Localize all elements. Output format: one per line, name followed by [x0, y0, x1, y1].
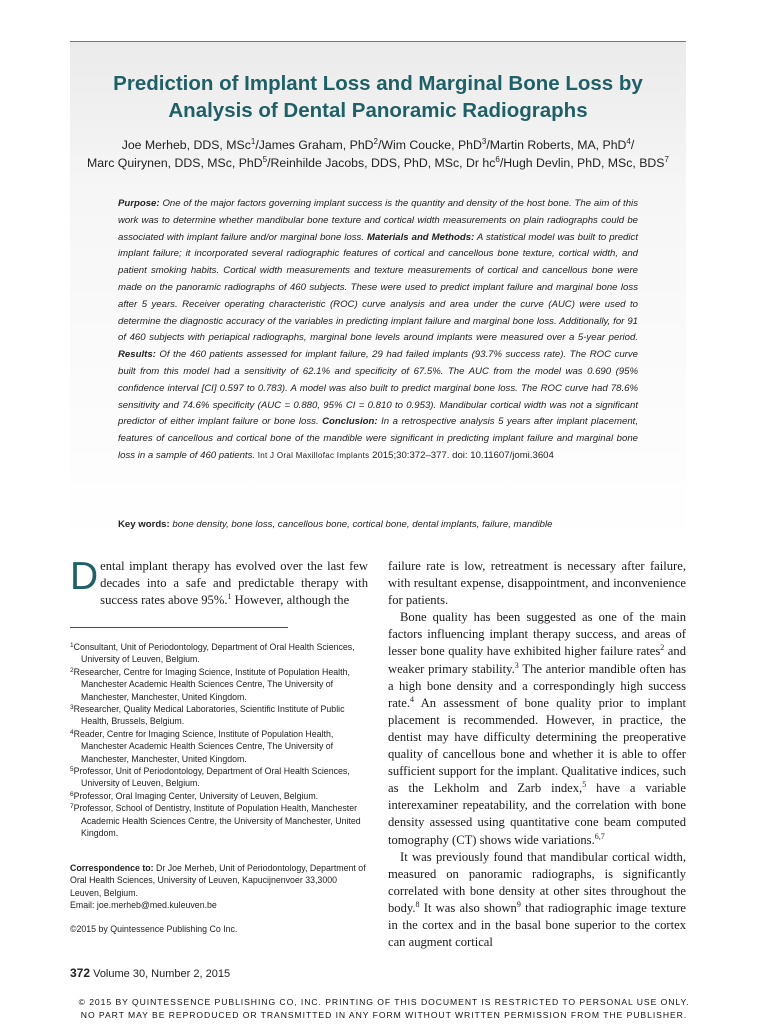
- results-text: Of the 460 patients assessed for implant failure, 29 had failed implants (93.7% success rate). The ROC curve built from this model had a sensitivity of 62.1% and specificity of 67.5%. The AUC from the model was 0.690 (95% confidence interval [CI] 0.597 to 0.783). A model was also built to predict marginal bone loss. The ROC curve had 78.6% sensitivity and 74.6% specificity (AUC = 0.880, 95% CI = 0.810 to 0.953). Mandibular cortical width was not a significant predictor of either implant failure or bone loss.: [118, 349, 638, 428]
- author-separator: /: [630, 138, 635, 152]
- body-column-left: [70, 555, 368, 609]
- footnote-text: Professor, Oral Imaging Center, University of Leuven, Belgium.: [73, 790, 319, 801]
- correspondence-text: Dr Joe Merheb, Unit of Periodontology, Department of Oral Health Sciences, University of Leuven, Kapucijnenvoer 33,3000 Leuven, Belgium.: [70, 863, 366, 898]
- restriction-notice: [0, 996, 768, 1022]
- ref-4: 4: [410, 694, 415, 704]
- drop-cap: D: [70, 555, 99, 598]
- footnote-item: [70, 765, 368, 790]
- ref-5: 5: [582, 780, 587, 790]
- footnote-number: 5: [70, 766, 74, 774]
- footnote-item: [70, 790, 368, 802]
- footnote-text: Professor, School of Dentistry, Institute of Population Health, Manchester Academic Health Sciences Centre, the University of Manchester, United Kingdom.: [73, 803, 361, 839]
- keywords: [118, 518, 658, 532]
- ref-9: 9: [516, 899, 521, 909]
- title-line-2: Analysis of Dental Panoramic Radiographs: [168, 99, 588, 122]
- author-list: [70, 136, 686, 172]
- article-title: [70, 70, 686, 124]
- methods-text: A statistical model was built to predict implant failure; it incorporated several radiographic features of cortical and cancellous bone texture, cortical width, and patient smoking habits. Cortical width measurements and texture measurements of cortical and cancellous bone were made on the panoramic radiographs of 460 subjects. These were used to predict implant failure and marginal bone loss after 5 years. Receiver operating characteristic (ROC) curve analysis and area under the curve (AUC) were used to determine the diagnostic accuracy of the variables in predicting implant failure and marginal bone loss. Additionally, for 91 of 460 subjects with periapical radiographs, marginal bone levels around implants were measured over a 5-year period.: [118, 231, 638, 344]
- correspondence-email[interactable]: Email: joe.merheb@med.kuleuven.be: [70, 900, 217, 911]
- footnote-item: [70, 728, 368, 765]
- footnote-item: [70, 703, 368, 728]
- author-7: /Hugh Devlin, PhD, MSc, BDS: [499, 156, 665, 170]
- body-paragraph: failure rate is low, retreatment is necessary after failure, with resultant expense, disappointment, and inconvenience for patients.: [388, 559, 686, 608]
- restriction-line-2: NO PART MAY BE REPRODUCED OR TRANSMITTED IN ANY FORM WITHOUT WRITTEN PERMISSION FROM THE PUBLISHER.: [80, 1010, 688, 1020]
- body-text-run: that radiographic image texture in the cortex and in the basal bone superior to the cortex can augment cortical: [388, 900, 686, 950]
- author-3: /Wim Coucke, PhD: [378, 138, 482, 152]
- affiliation-footnotes: [70, 641, 368, 840]
- keywords-label: Key words:: [118, 519, 170, 530]
- results-label: Results:: [118, 349, 156, 361]
- author-2-affil: 2: [373, 137, 378, 146]
- author-6: /Reinhilde Jacobs, DDS, PhD, MSc, Dr hc: [267, 156, 496, 170]
- author-1: Joe Merheb, DDS, MSc: [121, 138, 251, 152]
- ref-1: 1: [227, 592, 232, 602]
- author-4: /Martin Roberts, MA, PhD: [486, 138, 627, 152]
- abstract: [118, 196, 638, 465]
- body-text-run: Bone quality has been suggested as one of the main factors influencing implant therapy success, and areas of lesser bone quality have exhibited higher failure rates: [388, 610, 686, 659]
- ref-2: 2: [660, 643, 665, 653]
- body-text-run: It was also shown: [419, 900, 517, 915]
- body-paragraph-intro: [70, 555, 368, 609]
- ref-3: 3: [514, 660, 519, 670]
- purpose-text: One of the major factors governing implant success is the quantity and density of the host bone. The aim of this work was to determine whether mandibular bone texture and cortical width measurements on plain radiographs could be associated with implant failure and/or marginal bone loss.: [118, 198, 638, 243]
- footnote-number: 3: [70, 704, 74, 712]
- citation-journal: Int J Oral Maxillofac Implants: [257, 450, 370, 460]
- issue-info: Volume 30, Number 2, 2015: [90, 968, 231, 980]
- author-1-affil: 1: [250, 137, 256, 146]
- purpose-label: Purpose:: [118, 198, 160, 209]
- body-text-run: The anterior mandible often has a high bone density and a correspondingly high success rate.: [388, 661, 686, 710]
- correspondence: [70, 862, 368, 912]
- page-footer: [70, 966, 230, 980]
- body-paragraph: [388, 609, 686, 848]
- author-7-affil: 7: [664, 155, 669, 164]
- methods-label: Materials and Methods:: [367, 231, 475, 243]
- ref-8: 8: [415, 899, 420, 909]
- citation: [258, 450, 554, 461]
- footnote-number: 4: [70, 728, 74, 736]
- footnote-item: [70, 666, 368, 703]
- body-column-right: [388, 558, 686, 951]
- author-5: Marc Quirynen, DDS, MSc, PhD: [87, 156, 263, 170]
- intro-text-end: However, although the: [231, 593, 350, 608]
- author-3-affil: 3: [481, 137, 487, 146]
- author-2: /James Graham, PhD: [255, 138, 374, 152]
- correspondence-label: Correspondence to:: [70, 863, 154, 873]
- page-number: 372: [70, 966, 91, 980]
- author-4-affil: 4: [626, 137, 631, 146]
- title-line-1: Prediction of Implant Loss and Marginal Bone Loss by: [113, 72, 643, 95]
- footnote-number: 2: [70, 666, 74, 674]
- body-text-run: It was previously found that mandibular cortical width, measured on panoramic radiographs, is significantly correlated with bone density at other sites throughout the body.: [388, 849, 686, 915]
- body-text-run: An assessment of bone quality prior to implant placement is recommended. However, in practice, the dentist may have difficulty determining the preoperative quality of cancellous bone and whether it is able to offer sufficient support for the implant. Qualitative indices, such as the Lekholm and Zarb index,: [388, 695, 686, 796]
- intro-text: ental implant therapy has evolved over the last few decades into a safe and predictable therapy with success rates above 95%.: [100, 559, 368, 608]
- keywords-text: bone density, bone loss, cancellous bone, cortical bone, dental implants, failure, mandible: [169, 519, 553, 530]
- body-paragraph: [388, 849, 686, 952]
- footnote-text: Researcher, Centre for Imaging Science, Institute of Population Health, Manchester Academic Health Sciences Centre, The University of Manchester, Manchester, United Kingdom.: [73, 666, 350, 702]
- ref-6-7: 6,7: [594, 831, 605, 841]
- restriction-line-1: © 2015 BY QUINTESSENCE PUBLISHING CO, INC. PRINTING OF THIS DOCUMENT IS RESTRICTED TO PERSONAL USE ONLY.: [78, 997, 690, 1007]
- body-text-run: have a variable interexaminer repeatability, and the correlation with bone density assessed using quantitative cone beam computed tomography (CT) shows wide variations.: [388, 781, 687, 847]
- footnote-text: Professor, Unit of Periodontology, Department of Oral Health Sciences, University of Leuven, Belgium.: [73, 766, 350, 789]
- footnote-text: Consultant, Unit of Periodontology, Department of Oral Health Sciences, University of Leuven, Belgium.: [73, 642, 355, 665]
- author-6-affil: 6: [495, 155, 500, 164]
- footnote-text: Researcher, Quality Medical Laboratories, Scientific Institute of Public Health, Brussels, Belgium.: [73, 704, 345, 727]
- footnote-item: [70, 802, 368, 839]
- citation-details: 2015;30:372–377. doi: 10.11607/jomi.3604: [369, 449, 554, 461]
- body-text-run: and weaker primary stability.: [388, 644, 686, 676]
- author-5-affil: 5: [262, 155, 268, 164]
- conclusion-text: In a retrospective analysis 5 years after implant placement, features of cancellous and cortical bone of the mandible were significant in predicting implant failure and marginal bone loss in a sample of 460 patients.: [118, 416, 638, 461]
- footnote-number: 1: [70, 642, 74, 649]
- footnote-number: 7: [70, 803, 74, 811]
- footnote-rule: [70, 627, 288, 628]
- copyright-note: ©2015 by Quintessence Publishing Co Inc.: [70, 924, 238, 934]
- footnote-item: [70, 641, 368, 666]
- footnote-number: 6: [70, 790, 74, 798]
- conclusion-label: Conclusion:: [322, 416, 378, 428]
- footnote-text: Reader, Centre for Imaging Science, Institute of Population Health, Manchester Academic Health Sciences Centre, The University of Manchester, Manchester, United Kingdom.: [73, 728, 334, 764]
